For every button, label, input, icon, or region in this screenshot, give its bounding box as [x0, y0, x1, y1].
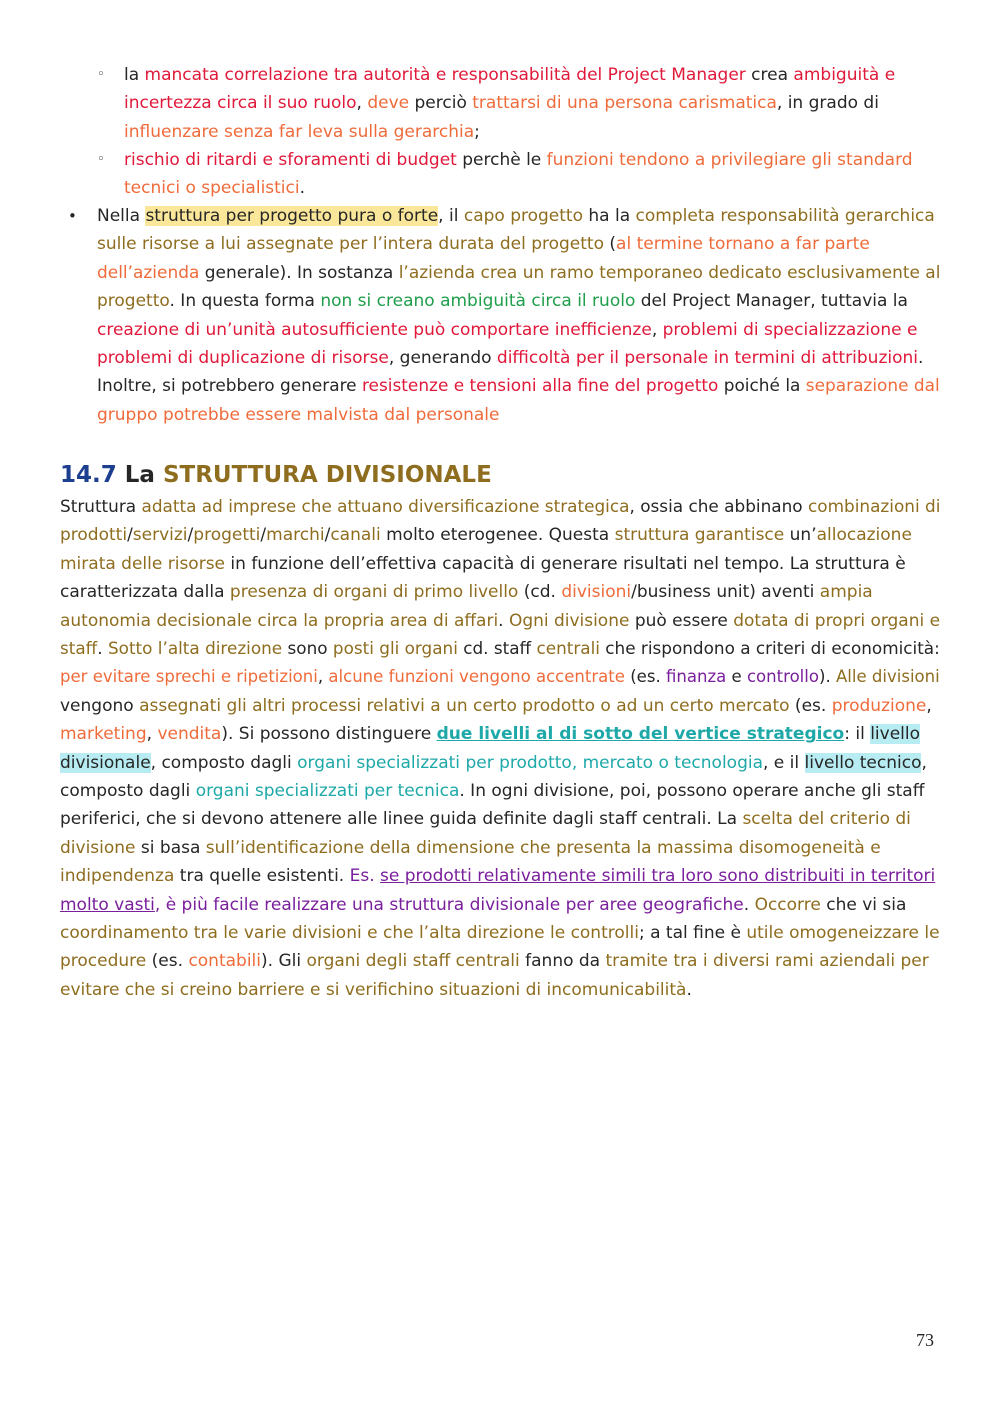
- text-run: progetti: [193, 525, 261, 546]
- text-run: in funzione dell’effettiva capacità di generare risultati nel tempo. La struttura è: [225, 553, 906, 574]
- text-run: incertezza circa il suo ruolo: [124, 93, 357, 114]
- text-run: generale). In sostanza: [199, 262, 399, 283]
- text-run: capo progetto: [463, 206, 583, 226]
- bullet-marker: •: [68, 207, 77, 225]
- text-run: ,: [921, 752, 927, 773]
- text-run: organi specializzati per prodotto, mercato o tecnologia: [297, 752, 763, 773]
- text-run: sull’identificazione della dimensione che presenta la massima disomogeneità e: [205, 837, 881, 858]
- text-run: perchè le: [456, 150, 547, 170]
- text-run: ,: [926, 695, 932, 716]
- text-run: sulle risorse a lui assegnate per l’intera durata del progetto: [97, 234, 604, 255]
- text-line: [60, 720, 920, 748]
- underlined-text: molto vasti: [60, 894, 155, 915]
- text-run: rischio di ritardi e sforamenti di budget: [124, 150, 457, 170]
- text-run: scelta del criterio di: [742, 809, 911, 830]
- text-run: (es.: [146, 951, 189, 972]
- text-run: per evitare sprechi e ripetizioni: [60, 667, 318, 688]
- text-run: organi specializzati per tecnica: [195, 781, 460, 801]
- text-run: ,: [356, 93, 368, 114]
- text-run: .: [498, 610, 509, 631]
- text-run: caratterizzata dalla: [60, 582, 230, 603]
- text-line: [60, 578, 873, 606]
- text-run: canali: [330, 525, 381, 546]
- text-run: /: [324, 525, 331, 546]
- text-run: .: [97, 639, 108, 659]
- text-line: [60, 947, 929, 975]
- text-line: [124, 174, 305, 202]
- text-run: , generando: [388, 348, 497, 368]
- text-line: [97, 316, 917, 344]
- text-run: /: [187, 525, 194, 546]
- text-run: fanno da: [519, 951, 606, 972]
- page-number: 73: [916, 1330, 934, 1350]
- text-run: ambiguità e: [793, 65, 896, 85]
- text-run: , e il: [763, 752, 805, 773]
- text-run: , ossia che abbinano: [629, 497, 808, 517]
- section-heading: [60, 458, 492, 492]
- text-line: [60, 692, 932, 720]
- text-run: /business unit) aventi: [631, 582, 820, 603]
- text-run: (cd.: [518, 582, 562, 603]
- text-line: [60, 607, 940, 635]
- text-run: poiché la: [718, 376, 806, 397]
- text-run: crea: [745, 65, 794, 85]
- text-run: resistenze e tensioni alla fine del progetto: [361, 376, 719, 397]
- text-run: Occorre: [754, 894, 821, 915]
- text-run: .: [299, 178, 306, 199]
- text-line: [60, 919, 940, 947]
- text-run: prodotti: [60, 525, 128, 546]
- text-run: la: [124, 65, 145, 85]
- text-line: [97, 372, 940, 400]
- text-run: vengono: [60, 695, 140, 716]
- highlighted-text: divisionale: [60, 752, 151, 773]
- text-run: : il: [844, 724, 871, 745]
- text-run: difficoltà per il personale in termini di attribuzioni: [496, 348, 918, 368]
- text-run: ;: [474, 121, 480, 142]
- text-run: servizi: [132, 525, 188, 546]
- text-run: presenza di organi di primo livello: [229, 582, 519, 603]
- text-run: un’: [784, 525, 817, 546]
- text-run: centrali: [536, 639, 600, 659]
- text-run: tecnici o specialistici: [124, 178, 300, 199]
- text-run: Alle divisioni: [835, 667, 940, 688]
- text-run: .: [918, 348, 924, 368]
- section-title: STRUTTURA DIVISIONALE: [162, 462, 492, 488]
- text-run: Nella: [97, 206, 146, 226]
- text-run: ,: [651, 319, 663, 340]
- text-run: periferici, che si devono attenere alle linee guida definite dagli staff centrali. La: [60, 809, 743, 830]
- text-run: ha la: [583, 206, 636, 226]
- text-run: può essere: [629, 610, 734, 631]
- underlined-text: se prodotti relativamente simili tra loro sono distribuiti in territori: [380, 866, 936, 887]
- text-run: adatta ad imprese che attuano diversificazione strategica: [141, 497, 630, 517]
- text-run: mirata delle risorse: [60, 553, 226, 574]
- text-run: progetto: [97, 291, 170, 312]
- text-line: [60, 663, 940, 691]
- text-run: combinazioni di: [807, 497, 941, 517]
- text-run: problemi di specializzazione e: [662, 319, 918, 340]
- text-run: .: [743, 894, 755, 915]
- text-run: divisioni: [561, 582, 632, 603]
- text-run: assegnati gli altri processi relativi a un certo prodotto o ad un certo mercato: [139, 695, 790, 716]
- sub-bullet-marker: ◦: [97, 67, 105, 82]
- text-run: . In ogni divisione, poi, possono operare anche gli staff: [459, 781, 925, 801]
- text-run: , il: [438, 206, 464, 226]
- text-run: si basa: [135, 837, 206, 858]
- text-run: (es.: [624, 667, 666, 688]
- text-run: problemi di duplicazione di risorse: [97, 348, 389, 368]
- text-line: [60, 862, 935, 890]
- text-run: cd. staff: [457, 639, 537, 659]
- text-run: funzioni tendono a privilegiare gli standard: [546, 150, 913, 170]
- text-run: perciò: [409, 93, 473, 114]
- text-line: [60, 976, 692, 1004]
- text-line: [60, 550, 906, 578]
- text-run: alcune funzioni vengono accentrate: [328, 667, 625, 688]
- text-run: , in grado di: [776, 93, 879, 114]
- section-number: 14.7: [60, 462, 117, 488]
- text-run: indipendenza: [60, 866, 175, 887]
- text-run: non si creano ambiguità circa il ruolo: [320, 291, 636, 312]
- text-run: struttura garantisce: [614, 525, 785, 546]
- text-run: ).: [818, 667, 836, 688]
- text-line: [97, 401, 499, 429]
- text-run: che vi sia: [820, 894, 907, 915]
- text-line: [124, 146, 913, 174]
- text-run: procedure: [60, 951, 147, 972]
- text-run: (es.: [789, 695, 832, 716]
- text-run: trattarsi di una persona carismatica: [472, 93, 777, 114]
- text-run: tra quelle esistenti.: [174, 866, 350, 887]
- text-run: Es.: [349, 866, 375, 887]
- text-run: Ogni divisione: [508, 610, 630, 631]
- text-run: che rispondono a criteri di economicità:: [599, 639, 940, 659]
- text-run: utile omogeneizzare le: [746, 923, 940, 943]
- text-run: dell’azienda: [97, 262, 200, 283]
- text-line: [60, 834, 881, 862]
- text-run: ). Gli: [261, 951, 307, 972]
- sub-bullet-marker: ◦: [97, 152, 105, 167]
- text-run: organi degli staff centrali: [306, 951, 520, 972]
- text-run: .: [686, 979, 692, 1000]
- text-run: l’azienda crea un ramo temporaneo dedicato esclusivamente al: [398, 262, 941, 283]
- text-run: creazione di un’unità autosufficiente può comportare inefficienze: [97, 319, 652, 340]
- text-line: [60, 493, 940, 521]
- text-run: mancata correlazione tra autorità e responsabilità del Project Manager: [144, 65, 746, 85]
- text-run: /: [127, 525, 133, 546]
- text-run: dotata di propri organi e: [733, 610, 941, 631]
- text-run: deve: [367, 93, 410, 114]
- text-run: ). Si possono distinguere: [221, 724, 437, 745]
- text-run: contabili: [188, 951, 262, 972]
- text-run: Sotto l’alta direzione: [107, 639, 283, 659]
- text-run: , è più facile realizzare una struttura divisionale per aree geografiche: [154, 894, 744, 915]
- section-prefix: La: [116, 462, 163, 488]
- text-line: [60, 805, 911, 833]
- text-run: Inoltre, si potrebbero generare: [97, 376, 362, 397]
- text-run: marketing: [60, 724, 147, 745]
- text-run: e: [726, 667, 747, 688]
- text-line: [124, 61, 895, 89]
- text-run: finanza: [665, 667, 727, 688]
- text-run: , composto dagli: [150, 752, 298, 773]
- text-line: [97, 344, 923, 372]
- highlighted-text: livello tecnico: [804, 752, 922, 773]
- text-line: [97, 202, 935, 230]
- text-line: [60, 749, 927, 777]
- text-run: autonomia decisionale circa la propria area di affari: [60, 610, 499, 631]
- text-run: divisione: [60, 837, 136, 858]
- text-run: molto eterogenee. Questa: [380, 525, 615, 546]
- text-run: posti gli organi: [332, 639, 458, 659]
- text-line: [60, 635, 940, 663]
- text-run: ; a tal fine è: [638, 923, 747, 943]
- text-run: influenzare senza far leva sulla gerarchia: [124, 121, 475, 142]
- text-run: al termine tornano a far parte: [616, 234, 870, 255]
- text-line: [124, 118, 480, 146]
- text-run: /: [260, 525, 267, 546]
- text-run: marchi: [266, 525, 325, 546]
- text-run: ,: [146, 724, 158, 745]
- text-line: [124, 89, 879, 117]
- text-run: vendita: [157, 724, 222, 745]
- text-run: allocazione: [816, 525, 912, 546]
- text-line: [97, 287, 908, 315]
- text-run: staff: [60, 639, 98, 659]
- text-run: ampia: [819, 582, 873, 603]
- highlighted-text: struttura per progetto pura o forte: [145, 206, 439, 226]
- text-run: (: [604, 234, 617, 255]
- text-run: coordinamento tra le varie divisioni e che l’alta direzione le controlli: [60, 923, 639, 943]
- text-line: [97, 230, 870, 258]
- text-run: ,: [317, 667, 329, 688]
- text-run: del Project Manager, tuttavia la: [635, 291, 908, 312]
- text-run: gruppo potrebbe essere malvista dal personale: [97, 404, 500, 425]
- text-run: controllo: [746, 667, 819, 688]
- text-run: tramite tra i diversi rami aziendali per: [605, 951, 929, 972]
- text-run: sono: [282, 639, 333, 659]
- text-line: [60, 777, 924, 805]
- underlined-text: due livelli al di sotto del vertice strategico: [436, 724, 845, 745]
- text-run: composto dagli: [60, 781, 196, 801]
- text-line: [97, 259, 940, 287]
- text-run: evitare che si creino barriere e si verifichino situazioni di incomunicabilità: [60, 979, 687, 1000]
- text-run: . In questa forma: [169, 291, 321, 312]
- text-run: produzione: [831, 695, 927, 716]
- text-run: completa responsabilità gerarchica: [635, 206, 935, 226]
- text-line: [60, 521, 912, 549]
- text-line: [60, 891, 906, 919]
- text-run: Struttura: [60, 497, 142, 517]
- highlighted-text: livello: [870, 724, 921, 745]
- text-run: separazione dal: [805, 376, 940, 397]
